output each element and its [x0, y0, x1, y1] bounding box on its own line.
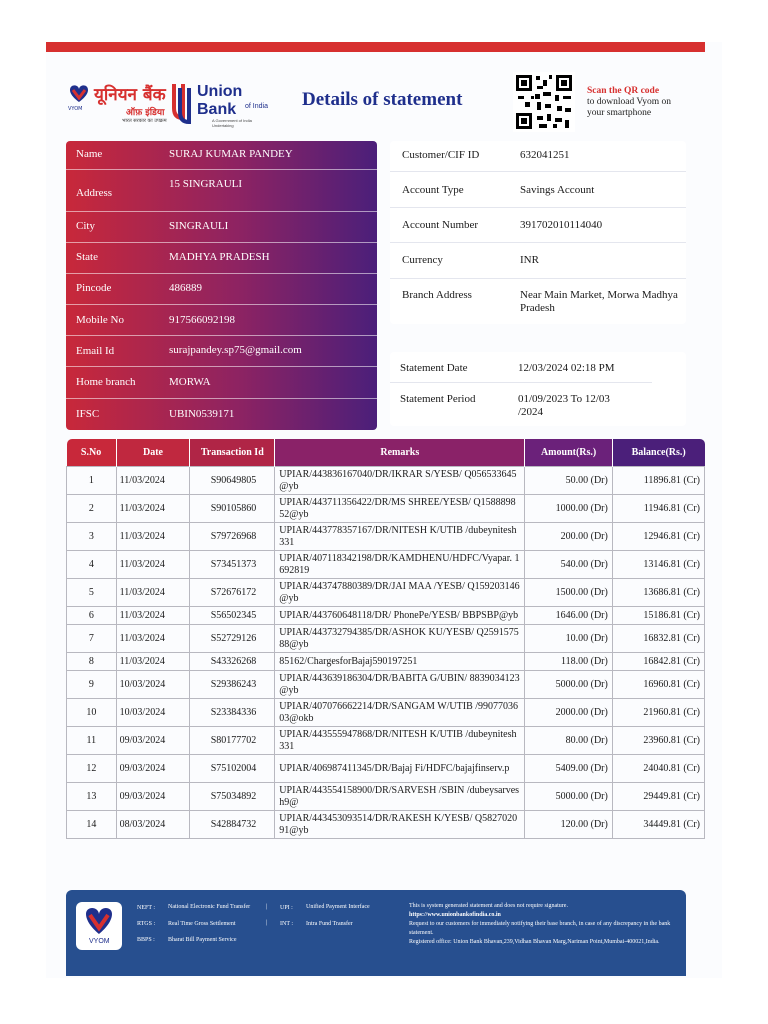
row-sno: 1: [67, 467, 117, 495]
qr-code[interactable]: [513, 72, 575, 132]
row-balance: 23960.81 (Cr): [612, 727, 704, 755]
address-label: Address: [76, 187, 113, 199]
row-amount: 5409.00 (Dr): [525, 755, 613, 783]
statement-period-value: 01/09/2023 To 12/03 /2024: [518, 393, 610, 418]
footer-notes: [409, 902, 679, 947]
row-balance: 13686.81 (Cr): [612, 579, 704, 607]
customer-row-mobile: [66, 305, 377, 336]
col-header-amount: Amount(Rs.): [525, 439, 613, 467]
logo-english-text: Union Bank: [197, 83, 243, 118]
row-transaction-id: S90649805: [190, 467, 275, 495]
logo-hindi-sub: ऑफ़ इंडिया: [126, 108, 165, 118]
logo-vyom-label: VYOM: [68, 106, 83, 112]
row-balance: 21960.81 (Cr): [612, 699, 704, 727]
branch-address-value: Near Main Market, Morwa Madhya Pradesh: [520, 289, 678, 314]
city-value: SINGRAULI: [169, 220, 229, 232]
row-remarks: UPIAR/443836167040/DR/IKRAR S/YESB/ Q056533645@yb: [275, 467, 525, 495]
row-transaction-id: S73451373: [190, 551, 275, 579]
customer-details-panel: [66, 141, 377, 430]
row-balance: 16832.81 (Cr): [612, 625, 704, 653]
row-balance: 13146.81 (Cr): [612, 551, 704, 579]
rtgs-value: Real Time Gross Settlement: [168, 921, 236, 927]
row-amount: 2000.00 (Dr): [525, 699, 613, 727]
neft-key: NEFT :: [137, 905, 156, 911]
ifsc-label: IFSC: [76, 408, 100, 420]
col-header-date: Date: [116, 439, 190, 467]
row-remarks: UPIAR/443732794385/DR/ASHOK KU/YESB/ Q259157588@yb: [275, 625, 525, 653]
row-amount: 5000.00 (Dr): [525, 783, 613, 811]
bbps-value: Bharat Bill Payment Service: [168, 937, 237, 943]
mobile-value: 917566092198: [169, 314, 235, 326]
customer-row-branch: [66, 367, 377, 399]
footer: [66, 890, 686, 976]
qr-line-1: to download Vyom on: [587, 97, 672, 107]
row-remarks: UPIAR/443555947868/DR/NITESH K/UTIB /dubeynitesh331: [275, 727, 525, 755]
row-balance: 11946.81 (Cr): [612, 495, 704, 523]
qr-line-2: your smartphone: [587, 108, 652, 118]
table-row: [67, 467, 705, 495]
row-amount: 5000.00 (Dr): [525, 671, 613, 699]
table-row: [67, 653, 705, 671]
row-transaction-id: S75102004: [190, 755, 275, 783]
state-value: MADHYA PRADESH: [169, 251, 270, 263]
customer-row-city: [66, 212, 377, 243]
statement-period-label: Statement Period: [400, 393, 476, 405]
pincode-label: Pincode: [76, 282, 112, 294]
row-date: 11/03/2024: [116, 551, 190, 579]
table-row: [67, 607, 705, 625]
name-label: Name: [76, 148, 103, 160]
account-row-cif: [390, 141, 686, 172]
footer-note-registered-office: Registered office: Union Bank Bhavan,239,Vidhan Bhavan Marg,Nariman Point,Mumbai-400021,India.: [409, 939, 660, 945]
row-date: 11/03/2024: [116, 607, 190, 625]
row-amount: 120.00 (Dr): [525, 811, 613, 839]
account-row-type: [390, 172, 686, 208]
row-date: 11/03/2024: [116, 523, 190, 551]
home-branch-value: MORWA: [169, 376, 211, 388]
row-amount: 540.00 (Dr): [525, 551, 613, 579]
row-amount: 1500.00 (Dr): [525, 579, 613, 607]
row-transaction-id: S52729126: [190, 625, 275, 653]
int-value: Intra Fund Transfer: [306, 921, 353, 927]
row-amount: 1000.00 (Dr): [525, 495, 613, 523]
row-balance: 15186.81 (Cr): [612, 607, 704, 625]
logo-english-sub: of India: [245, 103, 268, 110]
row-transaction-id: S72676172: [190, 579, 275, 607]
row-balance: 29449.81 (Cr): [612, 783, 704, 811]
row-sno: 3: [67, 523, 117, 551]
customer-row-ifsc: [66, 399, 377, 430]
row-date: 11/03/2024: [116, 579, 190, 607]
row-amount: 1646.00 (Dr): [525, 607, 613, 625]
cif-label: Customer/CIF ID: [402, 149, 480, 161]
row-date: 09/03/2024: [116, 755, 190, 783]
row-remarks: UPIAR/443760648118/DR/ PhonePe/YESB/ BBPSBP@yb: [275, 607, 525, 625]
transactions-table: [66, 439, 705, 839]
row-date: 09/03/2024: [116, 727, 190, 755]
logo-tagline: A Government of India Undertaking: [212, 118, 252, 128]
table-row: [67, 699, 705, 727]
email-value: surajpandey.sp75@gmail.com: [169, 344, 302, 356]
table-header-row: [67, 439, 705, 467]
page-title: Details of statement: [302, 89, 463, 110]
mobile-label: Mobile No: [76, 314, 124, 326]
row-remarks: UPIAR/443554158900/DR/SARVESH /SBIN /dubeysarvesh9@: [275, 783, 525, 811]
row-balance: 24040.81 (Cr): [612, 755, 704, 783]
row-date: 08/03/2024: [116, 811, 190, 839]
home-branch-label: Home branch: [76, 376, 136, 388]
row-sno: 6: [67, 607, 117, 625]
col-header-sno: S.No: [67, 439, 117, 467]
customer-row-name: [66, 141, 377, 170]
account-details-panel: [390, 141, 686, 324]
row-sno: 14: [67, 811, 117, 839]
row-sno: 11: [67, 727, 117, 755]
col-header-remarks: Remarks: [275, 439, 525, 467]
row-remarks: UPIAR/443778357167/DR/NITESH K/UTIB /dubeynitesh331: [275, 523, 525, 551]
row-transaction-id: S75034892: [190, 783, 275, 811]
row-balance: 12946.81 (Cr): [612, 523, 704, 551]
table-row: [67, 551, 705, 579]
logo-hindi-text: यूनियन बैंक: [94, 85, 166, 105]
union-bank-logo: [66, 78, 268, 128]
row-remarks: UPIAR/443711356422/DR/MS SHREE/YESB/ Q158889852@yb: [275, 495, 525, 523]
neft-value: National Electronic Fund Transfer: [168, 904, 251, 910]
row-remarks: UPIAR/407118342198/DR/KAMDHENU/HDFC/Vyapar. 1692819: [275, 551, 525, 579]
table-row: [67, 783, 705, 811]
row-sno: 10: [67, 699, 117, 727]
customer-row-state: [66, 243, 377, 274]
int-key: INT :: [280, 921, 294, 927]
row-sno: 13: [67, 783, 117, 811]
account-row-branch-address: [390, 279, 686, 323]
table-row: [67, 811, 705, 839]
logo-hindi-tagline: भारत सरकार का उपक्रम: [122, 118, 167, 124]
customer-row-address: [66, 170, 377, 212]
statement-info-panel: [390, 352, 686, 426]
row-sno: 4: [67, 551, 117, 579]
footer-note-discrepancy: Request to our customers for immediately notifying their base branch, in case of any discrepancy in the bank statement.: [409, 921, 671, 936]
row-amount: 200.00 (Dr): [525, 523, 613, 551]
row-transaction-id: S29386243: [190, 671, 275, 699]
row-remarks: UPIAR/443639186304/DR/BABITA G/UBIN/ 8839034123@yb: [275, 671, 525, 699]
rtgs-key: RTGS :: [137, 921, 156, 927]
account-type-label: Account Type: [402, 184, 464, 196]
row-transaction-id: S79726968: [190, 523, 275, 551]
account-number-label: Account Number: [402, 219, 479, 231]
row-sno: 12: [67, 755, 117, 783]
row-sno: 2: [67, 495, 117, 523]
address-value: 15 SINGRAULI: [169, 178, 243, 190]
row-transaction-id: S80177702: [190, 727, 275, 755]
state-label: State: [76, 251, 98, 263]
row-remarks: UPIAR/407076662214/DR/SANGAM W/UTIB /9907703603@okb: [275, 699, 525, 727]
row-sno: 5: [67, 579, 117, 607]
row-transaction-id: S23384336: [190, 699, 275, 727]
row-remarks: UPIAR/406987411345/DR/Bajaj Fi/HDFC/bajajfinserv.p: [275, 755, 525, 783]
row-date: 11/03/2024: [116, 653, 190, 671]
account-row-currency: [390, 243, 686, 279]
row-remarks: 85162/ChargesforBajaj590197251: [275, 653, 525, 671]
row-remarks: UPIAR/443453093514/DR/RAKESH K/YESB/ Q582702091@yb: [275, 811, 525, 839]
table-row: [67, 727, 705, 755]
row-balance: 16960.81 (Cr): [612, 671, 704, 699]
footer-separator-2: |: [266, 920, 268, 926]
row-date: 10/03/2024: [116, 671, 190, 699]
currency-value: INR: [520, 254, 539, 266]
vyom-app-logo: [76, 902, 122, 950]
row-sno: 9: [67, 671, 117, 699]
top-accent-bar: [46, 42, 705, 52]
row-transaction-id: S90105860: [190, 495, 275, 523]
footer-separator-1: |: [266, 904, 268, 910]
statement-period-row: [390, 384, 652, 424]
col-header-balance: Balance(Rs.): [612, 439, 704, 467]
account-type-value: Savings Account: [520, 184, 595, 196]
row-date: 11/03/2024: [116, 495, 190, 523]
currency-label: Currency: [402, 254, 443, 266]
account-row-number: [390, 208, 686, 243]
statement-date-row: [390, 352, 652, 383]
table-row: [67, 671, 705, 699]
statement-date-value: 12/03/2024 02:18 PM: [518, 362, 615, 374]
upi-value: Unified Payment Interface: [306, 904, 370, 910]
email-label: Email Id: [76, 345, 115, 357]
customer-row-email: [66, 336, 377, 367]
row-remarks: UPIAR/443747880389/DR/JAI MAA /YESB/ Q159203146@yb: [275, 579, 525, 607]
table-row: [67, 755, 705, 783]
row-sno: 8: [67, 653, 117, 671]
row-date: 09/03/2024: [116, 783, 190, 811]
table-row: [67, 625, 705, 653]
row-date: 11/03/2024: [116, 625, 190, 653]
account-number-value: 391702010114040: [520, 219, 603, 231]
row-balance: 34449.81 (Cr): [612, 811, 704, 839]
row-transaction-id: S42884732: [190, 811, 275, 839]
vyom-app-name: VYOM: [89, 938, 110, 945]
row-date: 10/03/2024: [116, 699, 190, 727]
col-header-transaction-id: Transaction Id: [190, 439, 275, 467]
row-balance: 11896.81 (Cr): [612, 467, 704, 495]
bbps-key: BBPS :: [137, 937, 155, 943]
row-transaction-id: S43326268: [190, 653, 275, 671]
qr-title: Scan the QR code: [587, 86, 660, 96]
upi-key: UPI :: [280, 905, 293, 911]
footer-website-link[interactable]: https://www.unionbankofindia.co.in: [409, 912, 501, 918]
row-transaction-id: S56502345: [190, 607, 275, 625]
table-row: [67, 579, 705, 607]
transactions-body: [67, 467, 705, 839]
row-amount: 118.00 (Dr): [525, 653, 613, 671]
table-row: [67, 523, 705, 551]
row-balance: 16842.81 (Cr): [612, 653, 704, 671]
footer-note-system: This is system generated statement and does not require signature.: [409, 903, 568, 909]
customer-row-pincode: [66, 274, 377, 305]
row-amount: 10.00 (Dr): [525, 625, 613, 653]
row-amount: 50.00 (Dr): [525, 467, 613, 495]
row-amount: 80.00 (Dr): [525, 727, 613, 755]
name-value: SURAJ KUMAR PANDEY: [169, 148, 293, 160]
table-row: [67, 495, 705, 523]
city-label: City: [76, 220, 95, 232]
row-date: 11/03/2024: [116, 467, 190, 495]
branch-address-label: Branch Address: [402, 289, 472, 301]
ifsc-value: UBIN0539171: [169, 408, 235, 420]
row-sno: 7: [67, 625, 117, 653]
cif-value: 632041251: [520, 149, 570, 161]
pincode-value: 486889: [169, 282, 202, 294]
qr-instructions: [587, 86, 697, 119]
statement-date-label: Statement Date: [400, 362, 468, 374]
